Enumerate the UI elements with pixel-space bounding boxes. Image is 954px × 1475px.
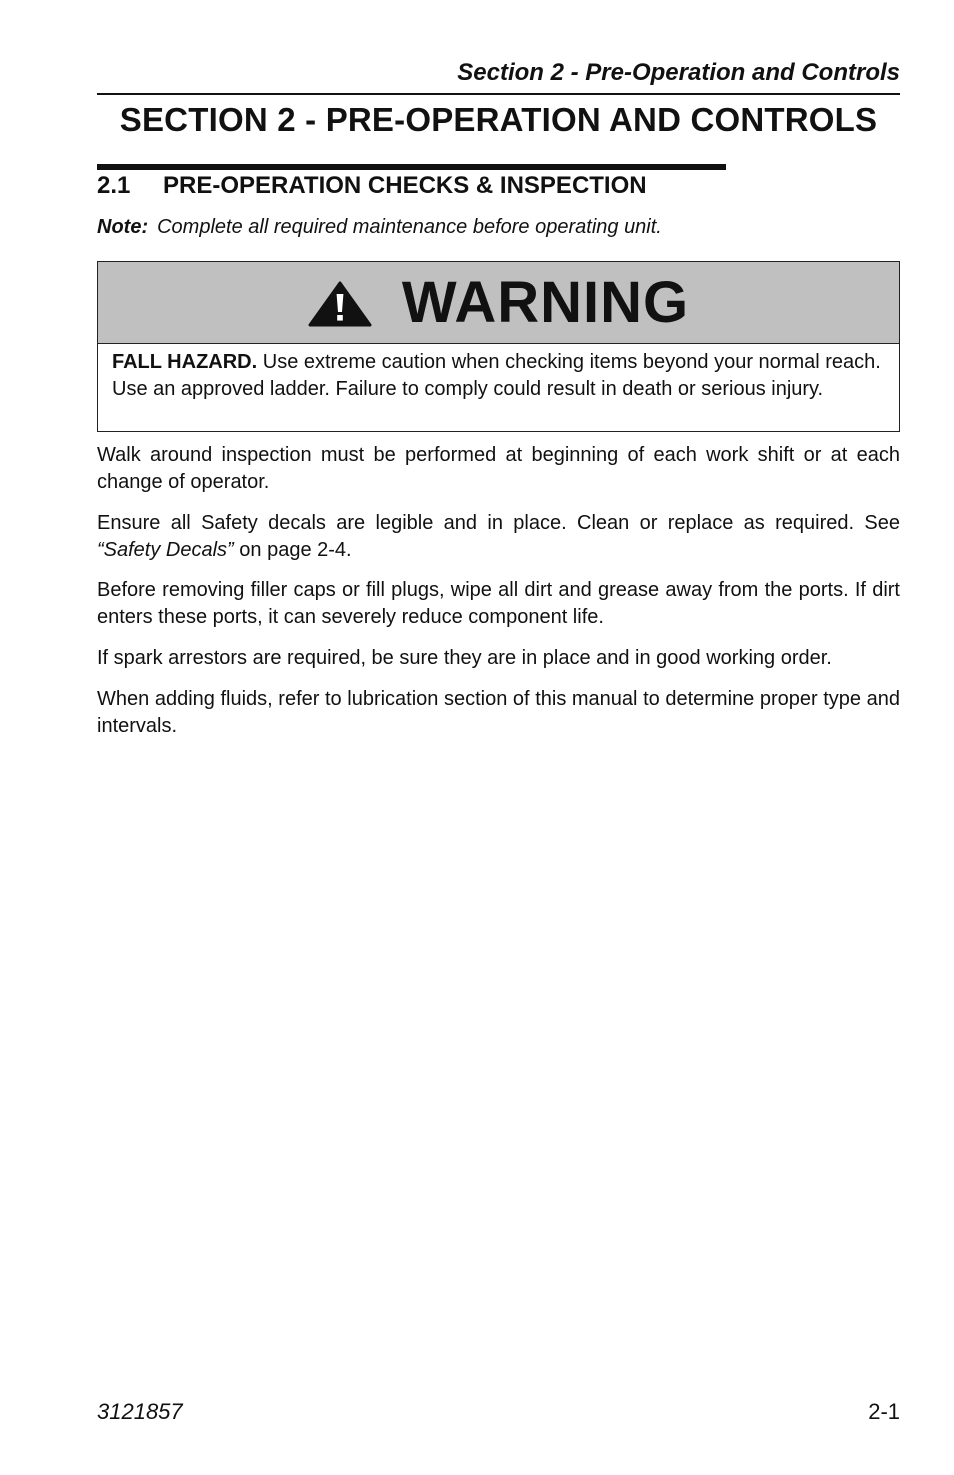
warning-title: WARNING: [401, 269, 690, 335]
note: [97, 214, 662, 240]
paragraph-safety-decals: [97, 510, 900, 563]
note-label: Note:: [97, 216, 149, 238]
document-number: 3121857: [97, 1399, 183, 1424]
subsection-number: 2.1: [97, 172, 131, 199]
hazard-label: FALL HAZARD.: [112, 351, 258, 373]
running-header: Section 2 - Pre-Operation and Controls: [457, 59, 900, 86]
subsection-heading: [97, 171, 647, 201]
paragraph-text: Ensure all Safety decals are legible and in place. Clean or replace as required. See: [97, 512, 900, 534]
paragraph-walk-around: Walk around inspection must be performed at beginning of each work shift or at each change of operator.: [97, 444, 900, 493]
subsection-rule: [97, 164, 726, 170]
paragraph-filler-caps: Before removing filler caps or fill plugs, wipe all dirt and grease away from the ports. If dirt enters these ports, it can severely reduce component life.: [97, 579, 900, 628]
note-text: Complete all required maintenance before operating unit.: [157, 216, 662, 238]
warning-body: [98, 344, 899, 402]
paragraph-fluids: When adding fluids, refer to lubrication section of this manual to determine proper type and intervals.: [97, 688, 900, 737]
page-number: 2-1: [868, 1399, 900, 1424]
subsection-title: PRE-OPERATION CHECKS & INSPECTION: [163, 172, 647, 199]
header-rule: [97, 93, 900, 95]
section-title: SECTION 2 - PRE-OPERATION AND CONTROLS: [119, 101, 878, 138]
paragraph-spark-arrestors: If spark arrestors are required, be sure they are in place and in good working order.: [97, 647, 832, 669]
warning-text: Use extreme caution when checking items beyond your normal reach. Use an approved ladder. Failure to comply could result in death or serious injury.: [112, 351, 881, 400]
warning-box: [97, 261, 900, 432]
warning-triangle-icon: [308, 281, 372, 327]
paragraph-text: on page 2-4.: [233, 538, 352, 561]
cross-reference-link: “Safety Decals”: [97, 538, 234, 561]
warning-header: [98, 262, 899, 344]
